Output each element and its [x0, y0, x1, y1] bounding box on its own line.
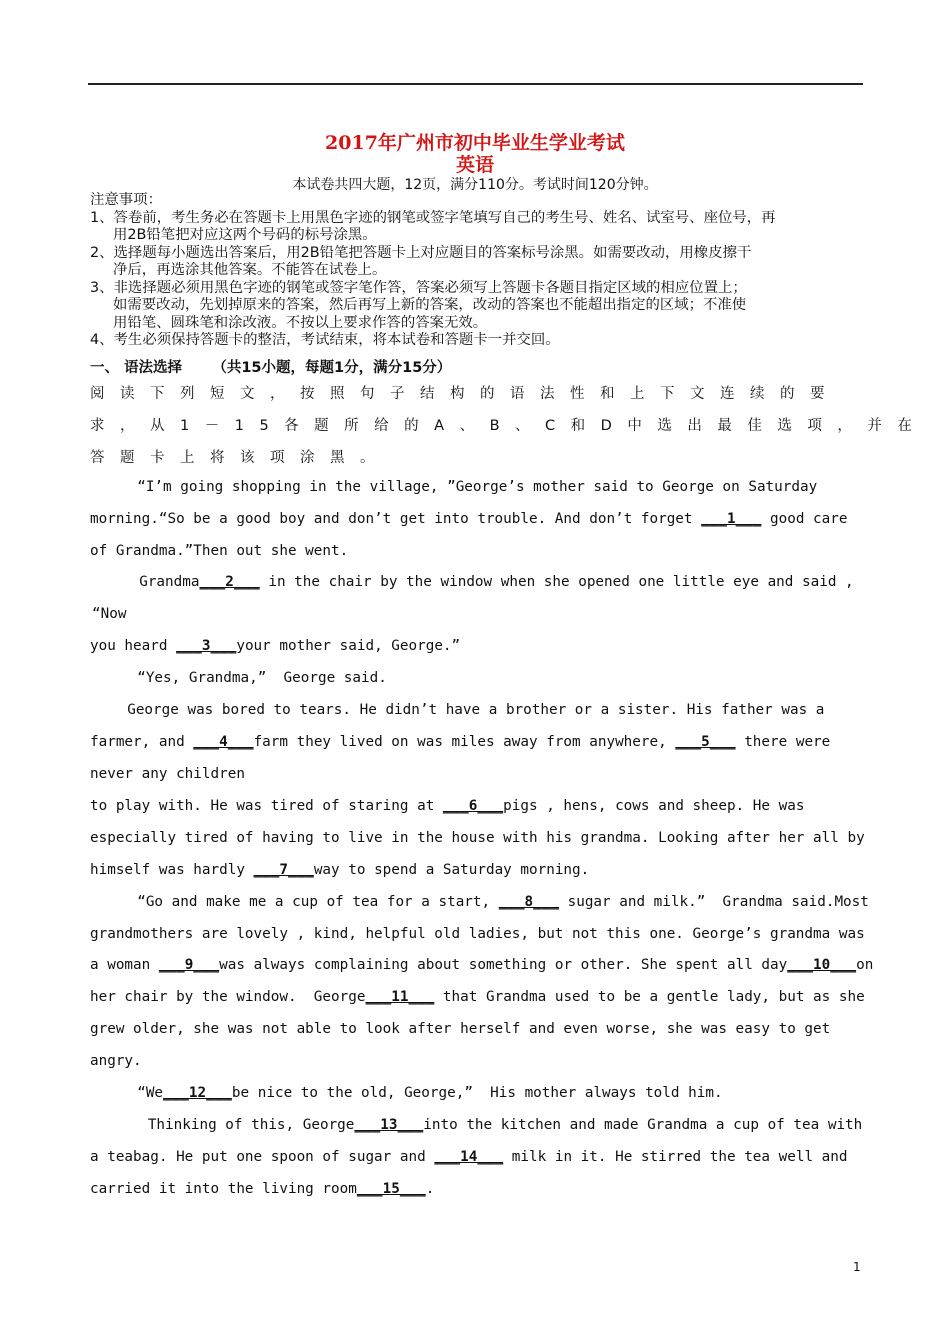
passage-line: morning.“So be a good boy and don’t get into trouble. And don’t forget ___1___ good care [90, 511, 848, 527]
passage-line: himself was hardly ___7___way to spend a Saturday morning. [90, 862, 590, 878]
note-line: 2、选择题每小题选出答案后，用2B铅笔把答题卡上对应题目的答案标号涂黑。如需要改动，用橡皮擦干 [90, 244, 752, 261]
blank-4[interactable]: ___4___ [193, 734, 254, 750]
blank-9[interactable]: ___9___ [158, 957, 220, 973]
notes-block [90, 192, 865, 350]
passage-line: “I’m going shopping in the village, ”George’s mother said to George on Saturday [120, 479, 818, 495]
blank-12[interactable]: ___12___ [163, 1085, 232, 1101]
passage-line: her chair by the window. George___11___ that Grandma used to be a gentle lady, but as she [90, 989, 865, 1005]
instruction-line: 答题卡上将该项涂黑。 [90, 450, 390, 466]
passage-line: a teabag. He put one spoon of sugar and ___14___ milk in it. He stirred the tea well and [90, 1149, 848, 1165]
section-title: 一、 语法选择 （共15小题，每题1分，满分15分） [90, 360, 452, 376]
passage-line: “Go and make me a cup of tea for a start, ___8___ sugar and milk.” Grandma said.Most [120, 894, 869, 910]
notes-heading: 注意事项： [90, 192, 162, 208]
passage-line: “We___12___be nice to the old, George,” His mother always told him. [120, 1085, 723, 1101]
blank-5[interactable]: ___5___ [675, 734, 736, 750]
blank-15[interactable]: ___15___ [356, 1181, 426, 1197]
passage-line: a woman ___9___was always complaining about something or other. She spent all day___10___on [90, 957, 874, 973]
passage-line: Grandma___2___ in the chair by the window when she opened one little eye and said , [122, 574, 854, 590]
passage-line: “Yes, Grandma,” George said. [120, 670, 387, 686]
passage-line: carried it into the living room___15___. [90, 1181, 435, 1197]
note-line: 1、答卷前，考生务必在答题卡上用黑色字迹的钢笔或签字笔填写自己的考生号、姓名、试室号、座位号，再 [90, 209, 776, 226]
blank-14[interactable]: ___14___ [434, 1149, 504, 1165]
note-line: 净后，再选涂其他答案。不能答在试卷上。 [113, 262, 387, 278]
blank-1[interactable]: ___1___ [701, 511, 762, 527]
page-number: 1 [853, 1260, 861, 1274]
passage-line: grandmothers are lovely , kind, helpful old ladies, but not this one. George’s grandma was [90, 926, 865, 942]
passage-line: grew older, she was not able to look after herself and even worse, she was easy to get [90, 1021, 831, 1037]
passage-line: angry. [90, 1053, 142, 1069]
passage-line: Thinking of this, George___13___into the kitchen and made Grandma a cup of tea with [122, 1117, 863, 1133]
passage-line: you heard ___3___your mother said, George.” [90, 638, 461, 654]
passage-line: “Now [92, 606, 127, 622]
subject-title: 英语 [455, 154, 494, 176]
passage-line: farmer, and ___4___farm they lived on was miles away from anywhere, ___5___ there were [90, 734, 831, 750]
blank-3[interactable]: ___3___ [176, 638, 237, 654]
top-rule [88, 83, 863, 85]
note-line: 用铅笔、圆珠笔和涂改液。不按以上要求作答的答案无效。 [113, 314, 488, 331]
passage-line: George was bored to tears. He didn’t have a brother or a sister. His father was a [110, 702, 825, 718]
passage-line: especially tired of having to live in the house with his grandma. Looking after her all by [90, 830, 865, 846]
blank-13[interactable]: ___13___ [354, 1117, 424, 1133]
exam-title: 2017年广州市初中毕业生学业考试 [325, 132, 625, 154]
blank-7[interactable]: ___7___ [253, 862, 314, 878]
instruction-line: 阅读下列短文，按照句子结构的语法性和上下文连续的要 [90, 386, 840, 402]
passage-line: to play with. He was tired of staring at ___6___pigs , hens, cows and sheep. He was [90, 798, 805, 814]
blank-10[interactable]: ___10___ [787, 957, 857, 973]
blank-6[interactable]: ___6___ [442, 798, 504, 814]
note-line: 用2B铅笔把对应这两个号码的标号涂黑。 [113, 227, 377, 243]
note-line: 3、非选择题必须用黑色字迹的钢笔或签字笔作答，答案必须写上答题卡各题目指定区域的相应位置上； [90, 279, 747, 296]
instruction-line: 求，从1－15各题所给的A、B、C和D中选出最佳选项，并在 [90, 418, 928, 434]
passage-line: never any children [90, 766, 245, 782]
blank-11[interactable]: ___11___ [365, 989, 435, 1005]
passage-line: of Grandma.”Then out she went. [90, 543, 349, 559]
note-line: 4、考生必须保持答题卡的整洁，考试结束，将本试卷和答题卡一并交回。 [90, 332, 560, 348]
exam-intro: 本试卷共四大题，12页，满分110分。考试时间120分钟。 [292, 177, 658, 193]
note-line: 如需要改动，先划掉原来的答案，然后再写上新的答案，改动的答案也不能超出指定的区域；不准使 [113, 297, 747, 313]
blank-8[interactable]: ___8___ [498, 894, 559, 910]
blank-2[interactable]: ___2___ [199, 574, 260, 590]
